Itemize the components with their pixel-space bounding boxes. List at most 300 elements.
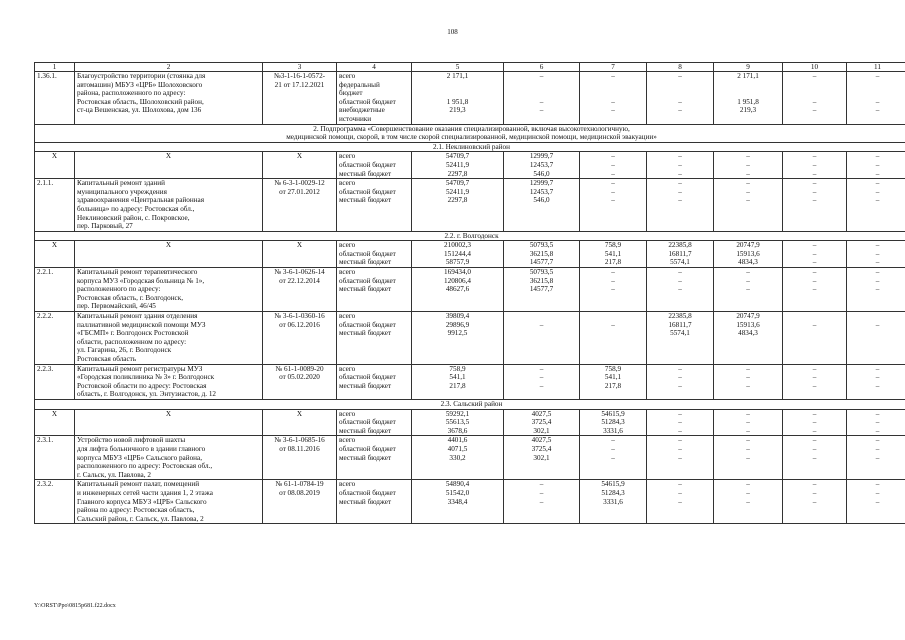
table-row	[35, 364, 905, 399]
header-cell: 10	[783, 63, 847, 72]
cell-line	[506, 312, 577, 321]
cell-line: –	[746, 373, 750, 382]
cell-line: 217,8	[604, 381, 622, 390]
cell-line: 2297,8	[447, 196, 468, 205]
amount-c5	[412, 480, 504, 524]
header-cell: 4	[337, 63, 412, 72]
cell-line: –	[678, 453, 682, 462]
cell-line: 51542,0	[445, 488, 470, 497]
cell-line: –	[611, 268, 615, 277]
cell-line: 2.2.3.	[37, 364, 54, 373]
amount-c9	[714, 409, 783, 436]
cell-line	[849, 329, 905, 338]
amount-c11	[847, 364, 905, 399]
cell-line	[716, 115, 780, 124]
cell-line: ул. Гагарина, 26, г. Волгодонск	[77, 346, 172, 355]
document-ref	[263, 364, 337, 399]
amount-c5	[412, 364, 504, 399]
amount-c11	[847, 268, 905, 312]
cell-line: –	[746, 381, 750, 390]
cell-line: 2297,8	[447, 169, 468, 178]
section-line: 2. Подпрограмма «Совершенствование оказания специализированной, включая высокотехнологичную,	[313, 124, 630, 133]
cell-line: источники	[339, 114, 372, 123]
cell-line: областной бюджет	[339, 160, 396, 169]
document-ref	[263, 179, 337, 232]
amount-c11	[847, 409, 905, 436]
cell-line: от 08.11.2016	[279, 444, 320, 453]
cell-line: –	[746, 169, 750, 178]
cell-line: –	[611, 152, 615, 161]
cell-line: –	[678, 488, 682, 497]
table-row	[35, 312, 905, 365]
cell-line: всего	[339, 480, 356, 489]
cell-line: –	[678, 373, 682, 382]
cell-line	[785, 89, 844, 98]
cell-line: от 27.01.2012	[279, 187, 320, 196]
x-cell	[75, 241, 263, 268]
funding-source	[337, 72, 412, 125]
x-cell	[263, 241, 337, 268]
cell-line: 12999,7	[529, 152, 554, 161]
cell-line: –	[812, 196, 817, 205]
cell-line: Главного корпуса МБУЗ «ЦРБ» Сальского	[77, 497, 207, 506]
cell-line: 3348,4	[447, 497, 468, 506]
cell-line: здравоохранения «Центральная районная	[77, 196, 205, 205]
cell-line: 5574,1	[670, 258, 690, 267]
cell-line: г. Сальск, ул. Павлова, 2	[77, 470, 151, 479]
cell-line: «Городская поликлиника № 3» г. Волгодонск	[77, 373, 215, 382]
funding-source	[337, 241, 412, 268]
funding-source	[337, 436, 412, 480]
cell-line: –	[539, 97, 544, 106]
cell-line: 51284,3	[601, 418, 625, 427]
cell-line: –	[678, 179, 682, 188]
amount-c11	[847, 436, 905, 480]
cell-line: –	[746, 160, 750, 169]
cell-line: 4834,3	[738, 329, 758, 338]
cell-line: –	[875, 169, 880, 178]
cell-line	[785, 312, 844, 321]
cell-line: –	[812, 488, 817, 497]
amount-c9	[714, 480, 783, 524]
cell-line: –	[875, 285, 880, 294]
cell-line: расположенного по адресу:	[77, 285, 161, 294]
cell-line: 2.2.2.	[37, 312, 54, 321]
amount-c10	[783, 152, 847, 179]
amount-c5	[412, 436, 504, 480]
amount-c8	[647, 364, 714, 399]
object-name	[75, 436, 263, 480]
cell-line: 52411,9	[445, 160, 470, 169]
cell-line: района по адресу: Ростовская область,	[77, 506, 195, 515]
cell-line: местный бюджет	[339, 497, 392, 506]
cell-line	[506, 115, 577, 124]
cell-line: –	[875, 241, 880, 250]
section-line: медицинской помощи, скорой, в том числе скорой специализированной, медицинской помощи, медицинской эвакуации»	[286, 133, 657, 142]
cell-line: «ГБСМП» г. Волгодонск Ростовской	[77, 329, 189, 338]
amount-c6	[504, 241, 580, 268]
cell-line: –	[875, 179, 880, 188]
amount-c8	[647, 241, 714, 268]
cell-line: –	[539, 373, 544, 382]
cell-line: № 61-1-0784-19	[275, 480, 324, 489]
row-number	[35, 312, 75, 365]
cell-line: –	[812, 453, 817, 462]
cell-line: всего	[339, 436, 356, 445]
cell-line: внебюджетные	[339, 106, 385, 115]
cell-line: 54615,9	[601, 480, 625, 489]
cell-line: –	[812, 268, 817, 277]
cell-line: –	[746, 418, 750, 427]
cell-line: –	[678, 285, 682, 294]
amount-c10	[783, 480, 847, 524]
amount-c11	[847, 312, 905, 365]
cell-line: 54709,7	[445, 179, 470, 188]
amount-c9	[714, 152, 783, 179]
object-name	[75, 72, 263, 125]
cell-line: 4027,5	[531, 409, 552, 418]
row-number	[35, 268, 75, 312]
cell-line: 29896,9	[445, 320, 470, 329]
cell-line: 50793,5	[529, 241, 554, 250]
cell-line: областной бюджет	[339, 276, 396, 285]
cell-line: –	[812, 276, 817, 285]
cell-line: –	[539, 106, 544, 115]
cell-line: 1.36.1.	[37, 72, 57, 80]
amount-c6	[504, 436, 580, 480]
cell-line: Ростовской области по адресу: Ростовская	[77, 381, 207, 390]
cell-line: всего	[339, 72, 356, 80]
cell-line: –	[746, 453, 750, 462]
cell-line: X	[165, 409, 172, 418]
header-cell: 9	[714, 63, 783, 72]
x-cell	[75, 152, 263, 179]
cell-line: 54709,7	[445, 152, 470, 161]
cell-line: 541,1	[604, 373, 622, 382]
amount-c10	[783, 268, 847, 312]
cell-line: –	[746, 196, 750, 205]
cell-line: –	[611, 179, 615, 188]
cell-line: местный бюджет	[339, 453, 392, 462]
header-cell: 8	[647, 63, 714, 72]
cell-line: 546,0	[533, 196, 550, 205]
cell-line: –	[875, 320, 880, 329]
cell-line	[506, 81, 577, 90]
cell-line: ст-ца Вешенская, ул. Шолохова, дом 136	[77, 106, 202, 115]
amount-c10	[783, 364, 847, 399]
section-title-row	[35, 399, 905, 409]
cell-line: –	[812, 373, 817, 382]
amount-c9	[714, 268, 783, 312]
header-cell: 1	[35, 63, 75, 72]
cell-line: –	[678, 106, 682, 115]
header-row	[35, 63, 905, 72]
cell-line: –	[812, 480, 817, 489]
cell-line	[582, 329, 644, 338]
cell-line: местный бюджет	[339, 169, 392, 178]
cell-line	[649, 115, 711, 124]
cell-line: –	[812, 285, 817, 294]
cell-line: –	[746, 364, 750, 373]
x-cell	[263, 152, 337, 179]
cell-line	[716, 89, 780, 98]
cell-line: 302,1	[533, 453, 550, 462]
amount-c6	[504, 480, 580, 524]
cell-line: –	[678, 409, 682, 418]
amount-c8	[647, 179, 714, 232]
cell-line: –	[746, 152, 750, 161]
cell-line: –	[746, 497, 750, 506]
budget-table	[34, 62, 881, 524]
table-row	[35, 480, 905, 524]
cell-line: –	[875, 436, 880, 445]
amount-c8	[647, 312, 714, 365]
amount-c7	[580, 480, 647, 524]
cell-line: местный бюджет	[339, 426, 392, 435]
cell-line: муниципального учреждения	[77, 187, 167, 196]
cell-line: –	[611, 436, 615, 445]
cell-line: 4071,5	[447, 444, 468, 453]
cell-line: 16811,7	[668, 320, 692, 329]
cell-line: для лифта больничного в здании главного	[77, 444, 206, 453]
cell-line: –	[812, 258, 817, 267]
cell-line: 3331,6	[603, 497, 623, 506]
object-name	[75, 179, 263, 232]
header-cell: 5	[412, 63, 504, 72]
cell-line	[649, 81, 711, 90]
cell-line: всего	[339, 179, 356, 188]
amount-c11	[847, 72, 905, 125]
cell-line	[582, 89, 644, 98]
row-number	[35, 179, 75, 232]
cell-line: X	[165, 241, 172, 250]
table-row	[35, 241, 905, 268]
cell-line	[506, 329, 577, 338]
amount-c6	[504, 268, 580, 312]
cell-line	[849, 81, 905, 90]
cell-line: 2 171,1	[446, 72, 469, 80]
x-cell	[35, 241, 75, 268]
cell-line: –	[812, 160, 817, 169]
amount-c6	[504, 312, 580, 365]
cell-line: –	[539, 480, 544, 489]
cell-line: –	[875, 152, 880, 161]
cell-line: –	[875, 276, 880, 285]
cell-line	[414, 115, 501, 124]
amount-c7	[580, 152, 647, 179]
funding-source	[337, 268, 412, 312]
x-cell	[75, 409, 263, 436]
cell-line: –	[812, 497, 817, 506]
cell-line	[506, 89, 577, 98]
funding-source	[337, 152, 412, 179]
cell-line: –	[611, 196, 615, 205]
cell-line: и инженерных сетей части здания 1, 2 этажа	[77, 488, 213, 497]
cell-line: 2.1.1.	[37, 179, 54, 188]
cell-line: –	[678, 276, 682, 285]
cell-line: –	[875, 268, 880, 277]
cell-line: –	[611, 276, 615, 285]
cell-line: –	[875, 373, 880, 382]
cell-line: области, расположенном по адресу:	[77, 337, 187, 346]
file-path-footer: Y:\ORST\Ppo\0815p681.f22.docx	[34, 603, 116, 609]
cell-line: область, г. Волгодонск, ул. Энтузиастов, д. 12	[77, 390, 217, 399]
cell-line: всего	[339, 152, 356, 161]
cell-line: местный бюджет	[339, 381, 392, 390]
cell-line: Сальский район, г. Сальск, ул. Павлова, 2	[77, 514, 204, 523]
cell-line	[785, 329, 844, 338]
cell-line: –	[812, 409, 817, 418]
amount-c7	[580, 312, 647, 365]
cell-line: –	[678, 196, 682, 205]
table-row	[35, 436, 905, 480]
amount-c10	[783, 72, 847, 125]
cell-line: пер. Первомайский, 46/45	[77, 302, 156, 311]
amount-c9	[714, 312, 783, 365]
document-ref	[263, 312, 337, 365]
cell-line: –	[746, 488, 750, 497]
cell-line: –	[539, 364, 544, 373]
cell-line: 541,1	[604, 249, 622, 258]
cell-line: –	[611, 160, 615, 169]
amount-c11	[847, 241, 905, 268]
amount-c11	[847, 480, 905, 524]
cell-line: –	[678, 364, 682, 373]
cell-line	[785, 115, 844, 124]
cell-line: X	[51, 241, 58, 250]
row-number	[35, 436, 75, 480]
cell-line: –	[678, 187, 682, 196]
cell-line: № 61-1-0089-20	[275, 364, 324, 373]
cell-line: 1 951,8	[737, 97, 759, 106]
cell-line: всего	[339, 268, 356, 277]
cell-line: 4834,3	[738, 258, 758, 267]
cell-line: 55613,5	[445, 418, 470, 427]
cell-line: 758,9	[604, 241, 622, 250]
cell-line: областной бюджет	[339, 444, 396, 453]
cell-line: № 6-3-1-0029-12	[274, 179, 325, 188]
cell-line	[582, 81, 644, 90]
cell-line: –	[875, 196, 880, 205]
cell-line: 2.2.1.	[37, 268, 54, 277]
table-row	[35, 268, 905, 312]
amount-c5	[412, 179, 504, 232]
cell-line: –	[678, 381, 682, 390]
cell-line: X	[165, 152, 172, 161]
cell-line: 210002,3	[444, 241, 471, 250]
amount-c7	[580, 268, 647, 312]
cell-line: 217,8	[449, 381, 466, 390]
section-title-row-cell: 2.3. Сальский район	[35, 399, 905, 409]
funding-source	[337, 364, 412, 399]
cell-line: №3-1-16-1-0572-	[273, 72, 326, 80]
amount-c8	[647, 152, 714, 179]
cell-line: –	[746, 268, 750, 277]
object-name	[75, 480, 263, 524]
amount-c5	[412, 152, 504, 179]
header-cell: 11	[847, 63, 905, 72]
cell-line: –	[611, 187, 615, 196]
funding-source	[337, 179, 412, 232]
cell-line: –	[611, 320, 615, 329]
cell-line: расположенного по адресу: Ростовская обл.,	[77, 462, 213, 471]
cell-line: 219,3	[739, 106, 757, 115]
row-number	[35, 480, 75, 524]
amount-c5	[412, 241, 504, 268]
section-title-row-cell: 2.2. г. Волгодонск	[35, 231, 905, 241]
cell-line	[849, 89, 905, 98]
cell-line: –	[678, 436, 682, 445]
cell-line: Неклиновский район, с. Покровское,	[77, 213, 190, 222]
cell-line: –	[746, 480, 750, 489]
amount-c5	[412, 72, 504, 125]
cell-line: всего	[339, 241, 356, 250]
cell-line: 52411,9	[445, 187, 470, 196]
cell-line: –	[812, 444, 817, 453]
amount-c9	[714, 72, 783, 125]
cell-line: –	[746, 187, 750, 196]
cell-line: –	[812, 97, 817, 106]
cell-line: –	[746, 436, 750, 445]
cell-line: –	[678, 480, 682, 489]
cell-line: 22385,8	[668, 312, 692, 321]
cell-line: –	[875, 409, 880, 418]
cell-line: 546,0	[533, 169, 550, 178]
cell-line: 5574,1	[670, 329, 690, 338]
cell-line: 59292,1	[445, 409, 470, 418]
cell-line: –	[812, 72, 817, 80]
cell-line	[582, 115, 644, 124]
cell-line: автомашин) МБУЗ «ЦРБ» Шолоховского	[77, 80, 203, 89]
header-cell: 7	[580, 63, 647, 72]
cell-line: –	[875, 249, 880, 258]
cell-line: областной бюджет	[339, 373, 396, 382]
cell-line: –	[539, 497, 544, 506]
cell-line	[849, 115, 905, 124]
cell-line: 20747,9	[736, 241, 760, 250]
cell-line: –	[611, 285, 615, 294]
cell-line: 54890,4	[445, 480, 470, 489]
cell-line: –	[812, 364, 817, 373]
amount-c9	[714, 436, 783, 480]
amount-c10	[783, 409, 847, 436]
cell-line: бюджет	[339, 89, 363, 98]
amount-c9	[714, 179, 783, 232]
x-cell	[35, 409, 75, 436]
cell-line: –	[746, 409, 750, 418]
cell-line: –	[875, 160, 880, 169]
cell-line: 1 951,8	[446, 97, 469, 106]
cell-line: областной бюджет	[339, 97, 396, 106]
cell-line: местный бюджет	[339, 196, 392, 205]
cell-line: 14577,7	[529, 258, 554, 267]
cell-line: –	[678, 169, 682, 178]
cell-line: 15913,6	[736, 320, 760, 329]
cell-line: –	[611, 72, 615, 80]
cell-line: X	[296, 409, 303, 418]
cell-line: –	[812, 418, 817, 427]
cell-line: пер. Парковый, 27	[77, 222, 133, 231]
funding-source	[337, 409, 412, 436]
amount-c5	[412, 312, 504, 365]
cell-line: –	[875, 444, 880, 453]
amount-c11	[847, 152, 905, 179]
table-row	[35, 409, 905, 436]
header-cell: 6	[504, 63, 580, 72]
object-name	[75, 312, 263, 365]
cell-line: –	[678, 426, 682, 435]
cell-line: –	[812, 187, 817, 196]
